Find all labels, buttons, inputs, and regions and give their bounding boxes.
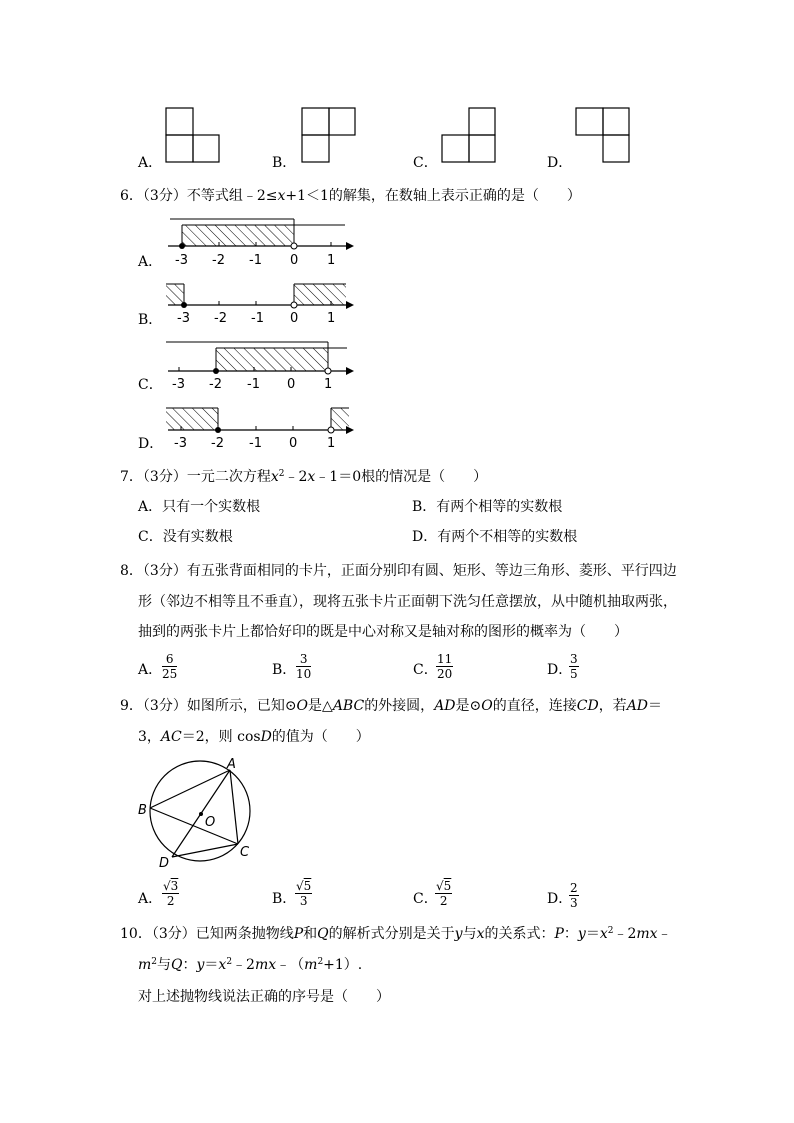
point-c-label: C xyxy=(240,845,250,860)
q6-b-tick: -1 xyxy=(251,311,264,326)
q8-option-a-letter: A． xyxy=(138,662,163,678)
q5-option-b-figure xyxy=(296,105,360,167)
q7-stem-part: ﹣1＝0根的情况是（ ） xyxy=(315,469,488,485)
radicand: 5 xyxy=(443,879,452,893)
numerator: 3 xyxy=(299,652,308,666)
q8-option-a-fraction xyxy=(162,652,177,681)
q7-option-b xyxy=(412,497,562,517)
denominator: 2 xyxy=(166,894,175,908)
text-part: ： xyxy=(563,926,578,942)
superscript: 2 xyxy=(226,957,233,967)
q6-option-d-numberline xyxy=(160,396,360,456)
q6-a-tick: -1 xyxy=(249,253,262,268)
text-part: ﹣（ xyxy=(276,957,305,973)
q6-c-tick: -3 xyxy=(172,377,185,392)
math-var: AD xyxy=(434,698,456,714)
q6-c-tick: 1 xyxy=(324,377,333,392)
text-part: 9．（3分）如图所示，已知⊙ xyxy=(120,698,297,714)
q5-option-a-letter: A． xyxy=(138,155,163,171)
text-part: ＝ xyxy=(648,698,663,714)
math-var: P xyxy=(293,926,304,942)
denominator: 2 xyxy=(439,894,448,908)
option-letter: A． xyxy=(138,499,163,515)
text-part: 3， xyxy=(138,729,161,745)
q9-option-d-letter: D． xyxy=(547,891,573,907)
text-part: ： xyxy=(182,957,197,973)
text-part: 的直径，连接 xyxy=(492,698,577,714)
q6-stem xyxy=(120,186,581,206)
q8-option-c-fraction xyxy=(436,652,453,681)
math-var: Q xyxy=(317,926,329,942)
text-part: ＝2，则 cos xyxy=(181,729,261,745)
option-letter: D． xyxy=(412,529,438,545)
q6-stem-var: x xyxy=(277,188,286,204)
q7-var: x xyxy=(307,469,316,485)
text-part: ﹣2 xyxy=(613,926,637,942)
math-var: m xyxy=(138,957,152,973)
q5-option-c-letter: C． xyxy=(413,155,438,171)
denominator: 5 xyxy=(570,667,578,681)
q7-stem-part: ﹣2 xyxy=(284,469,308,485)
q9-option-a-fraction xyxy=(162,879,179,908)
point-b-label: B xyxy=(138,803,147,818)
text-part: 与 xyxy=(157,957,172,973)
q9-option-d-fraction xyxy=(569,881,579,910)
q7-stem xyxy=(120,467,487,487)
math-var: P xyxy=(554,926,564,942)
q10-line1 xyxy=(120,924,672,944)
option-letter: C． xyxy=(138,529,163,545)
math-var: y xyxy=(196,957,205,973)
math-var: AC xyxy=(160,729,182,745)
q8-option-d-fraction xyxy=(569,652,579,681)
text-part: 和 xyxy=(303,926,318,942)
math-var: O xyxy=(296,698,309,714)
q8-line2: 形（邻边不相等且不垂直），现将五张卡片正面朝下洗匀任意摆放，从中随机抽取两张， xyxy=(138,594,677,610)
text-part: 是⊙ xyxy=(455,698,482,714)
text-part: 是△ xyxy=(308,698,333,714)
text-part: +1）. xyxy=(323,957,363,973)
superscript: 2 xyxy=(607,926,614,936)
math-var: m xyxy=(304,957,318,973)
q6-a-tick: 1 xyxy=(327,253,336,268)
text-part: 10．（3分）已知两条抛物线 xyxy=(120,926,294,942)
q9-option-b-fraction xyxy=(295,879,312,908)
q8-option-b-letter: B． xyxy=(272,662,297,678)
text-part: ，若 xyxy=(598,698,627,714)
radicand: 3 xyxy=(170,879,179,893)
q6-b-tick: 1 xyxy=(327,311,336,326)
q7-var: x xyxy=(270,469,279,485)
q6-d-tick: -3 xyxy=(174,436,187,451)
q6-stem-part: 6．（3分）不等式组﹣2≤ xyxy=(120,188,278,204)
q6-d-tick: 1 xyxy=(327,436,336,451)
q5-option-c-figure xyxy=(436,105,500,167)
numerator: 11 xyxy=(437,652,453,666)
math-var: ABC xyxy=(332,698,365,714)
math-var: x xyxy=(599,926,608,942)
q6-a-tick: 0 xyxy=(290,253,299,268)
q6-a-tick: -3 xyxy=(175,253,188,268)
q6-option-b-numberline xyxy=(160,270,360,330)
q6-option-b-letter: B． xyxy=(138,312,163,328)
sqrt-sign: √ xyxy=(163,879,171,893)
q9-option-c-letter: C． xyxy=(413,891,438,907)
q6-b-tick: -3 xyxy=(177,311,190,326)
text-part: 的值为（ ） xyxy=(271,729,370,745)
q6-d-tick: -1 xyxy=(249,436,262,451)
q6-a-tick: -2 xyxy=(212,253,225,268)
q6-b-tick: -2 xyxy=(214,311,227,326)
q9-circle-figure xyxy=(130,755,260,875)
q8-line1: 8．（3分）有五张背面相同的卡片，正面分别印有圆、矩形、等边三角形、菱形、平行四边 xyxy=(120,563,677,579)
text-part: ﹣ xyxy=(657,926,672,942)
superscript: 2 xyxy=(317,957,324,967)
q5-option-b-letter: B． xyxy=(272,155,297,171)
q7-sup: 2 xyxy=(278,469,285,479)
math-var: x xyxy=(218,957,227,973)
math-var: x xyxy=(476,926,485,942)
q7-option-a xyxy=(138,497,260,517)
q10-line3: 对上述抛物线说法正确的序号是（ ） xyxy=(138,989,390,1005)
q6-d-tick: 0 xyxy=(289,436,298,451)
q8-line3: 抽到的两张卡片上都恰好印的既是中心对称又是轴对称的图形的概率为（ ） xyxy=(138,624,628,640)
q8-option-c-letter: C． xyxy=(413,662,438,678)
text-part: 的关系式： xyxy=(484,926,555,942)
q7-stem-part: 7．（3分）一元二次方程 xyxy=(120,469,271,485)
math-var: Q xyxy=(171,957,183,973)
superscript: 2 xyxy=(151,957,158,967)
text-part: 与 xyxy=(462,926,477,942)
q6-c-tick: -2 xyxy=(209,377,222,392)
text-part: ﹣2 xyxy=(232,957,255,973)
q6-c-tick: -1 xyxy=(247,377,260,392)
numerator: 3 xyxy=(570,652,578,666)
q6-option-c-letter: C． xyxy=(138,377,163,393)
q5-option-d-figure xyxy=(570,105,634,167)
q6-option-a-letter: A． xyxy=(138,254,163,270)
sqrt-sign: √ xyxy=(296,879,304,893)
q8-option-d-letter: D． xyxy=(547,662,573,678)
math-var: D xyxy=(260,729,272,745)
q6-stem-part: +1＜1的解集，在数轴上表示正确的是（ ） xyxy=(285,188,581,204)
point-a-label: A xyxy=(227,757,236,772)
text-part: 的解析式分别是关于 xyxy=(328,926,455,942)
q8-option-b-fraction xyxy=(296,652,311,681)
denominator: 25 xyxy=(162,667,178,681)
q9-option-a-letter: A． xyxy=(138,891,163,907)
q6-c-tick: 0 xyxy=(287,377,296,392)
q5-option-a-figure xyxy=(160,105,224,167)
text-part: ＝ xyxy=(204,957,219,973)
math-var: O xyxy=(481,698,493,714)
q5-option-d-letter: D． xyxy=(547,155,573,171)
q6-option-a-numberline xyxy=(160,210,360,270)
q7-option-c xyxy=(138,527,233,547)
math-var: y xyxy=(577,926,586,942)
point-o-label: O xyxy=(205,815,216,830)
math-var: y xyxy=(454,926,463,942)
radicand: 5 xyxy=(303,879,312,893)
q9-option-b-letter: B． xyxy=(272,891,297,907)
math-var: mx xyxy=(636,926,658,942)
sqrt-sign: √ xyxy=(436,879,444,893)
denominator: 20 xyxy=(437,667,453,681)
q9-line2 xyxy=(138,727,370,747)
q9-line1 xyxy=(120,696,662,716)
denominator: 3 xyxy=(570,896,578,910)
option-letter: B． xyxy=(412,499,437,515)
q6-d-tick: -2 xyxy=(211,436,224,451)
numerator: 6 xyxy=(165,652,174,666)
numerator: 2 xyxy=(570,881,578,895)
point-d-label: D xyxy=(159,856,170,871)
option-text: 没有实数根 xyxy=(162,529,233,545)
denominator: 10 xyxy=(296,667,312,681)
q10-line2 xyxy=(138,955,362,975)
math-var: CD xyxy=(576,698,599,714)
text-part: ＝ xyxy=(585,926,600,942)
q7-option-d xyxy=(412,527,577,547)
denominator: 3 xyxy=(299,894,308,908)
option-text: 有两个相等的实数根 xyxy=(436,499,563,515)
q6-option-c-numberline xyxy=(160,334,360,394)
q9-option-c-fraction xyxy=(435,879,452,908)
math-var: mx xyxy=(254,957,277,973)
text-part: 的外接圆， xyxy=(364,698,435,714)
q6-option-d-letter: D． xyxy=(138,436,164,452)
option-text: 只有一个实数根 xyxy=(162,499,261,515)
q6-b-tick: 0 xyxy=(290,311,299,326)
option-text: 有两个不相等的实数根 xyxy=(437,529,578,545)
math-var: AD xyxy=(626,698,649,714)
